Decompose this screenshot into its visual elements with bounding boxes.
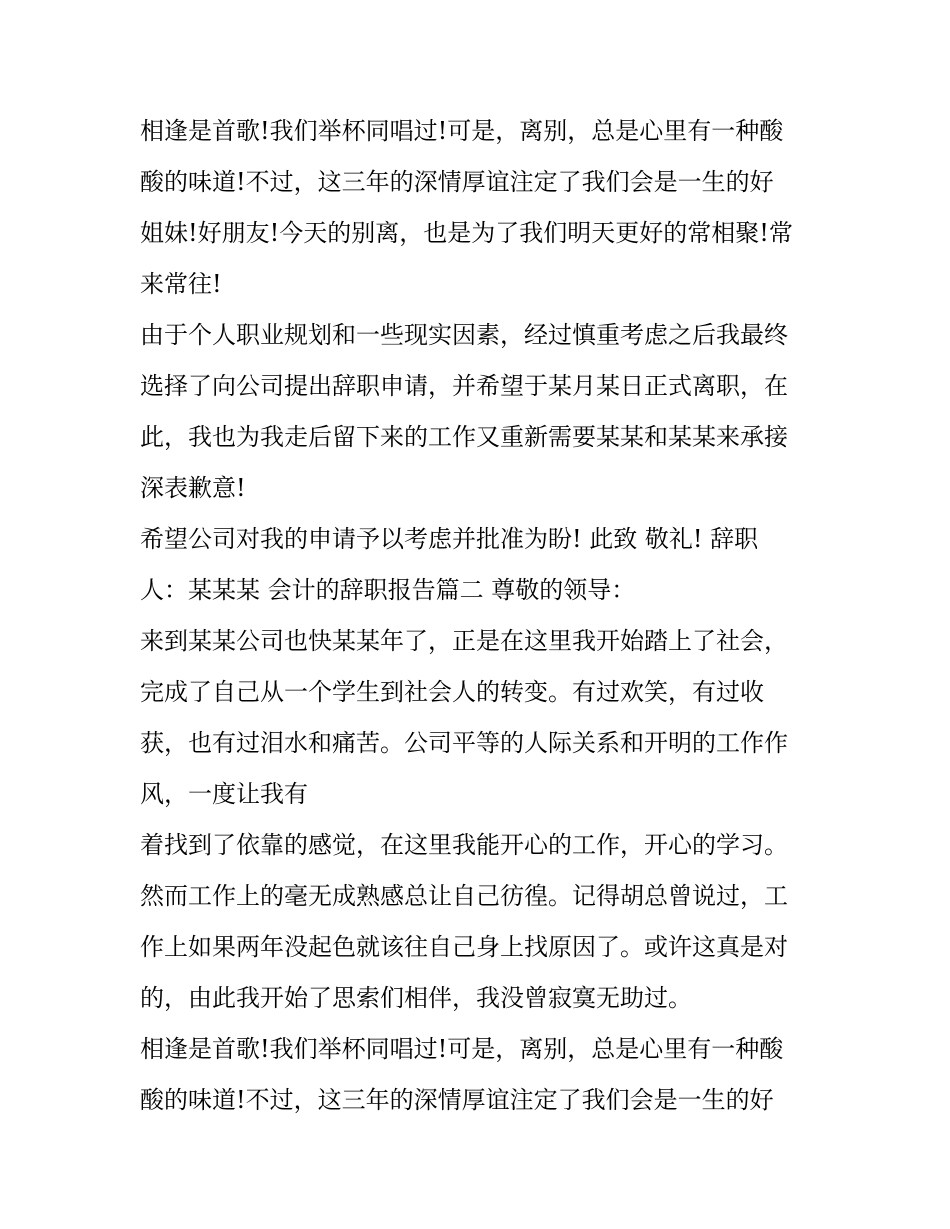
text-line: 来到某某公司也快某某年了，正是在这里我开始踏上了社会， [140,627,788,655]
text-line: 此，我也为我走后留下来的工作又重新需要某某和某某来承接 [140,423,788,451]
text-line: 选择了向公司提出辞职申请，并希望于某月某日正式离职，在 [140,372,788,400]
text-line: 相逢是首歌!我们举杯同唱过!可是，离别，总是心里有一种酸 [140,117,784,145]
text-line: 酸的味道!不过，这三年的深情厚谊注定了我们会是一生的好 [140,1086,774,1114]
text-line: 希望公司对我的申请予以考虑并批准为盼! 此致 敬礼! 辞职 [140,525,759,553]
text-line: 人：某某某 会计的辞职报告篇二 尊敬的领导： [140,576,636,604]
document-body [140,106,820,1126]
text-line: 着找到了依靠的感觉，在这里我能开心的工作，开心的学习。 [140,831,788,859]
text-line: 姐妹!好朋友!今天的别离，也是为了我们明天更好的常相聚!常 [140,219,793,247]
text-line: 完成了自己从一个学生到社会人的转变。有过欢笑，有过收 [140,678,764,706]
text-line: 获，也有过泪水和痛苦。公司平等的人际关系和开明的工作作 [140,729,788,757]
text-line: 的，由此我开始了思索们相伴，我没曾寂寞无助过。 [140,984,692,1012]
text-line: 深表歉意! [140,474,246,502]
text-line: 来常往! [140,270,222,298]
text-line: 由于个人职业规划和一些现实因素，经过慎重考虑之后我最终 [140,321,788,349]
text-line: 酸的味道!不过，这三年的深情厚谊注定了我们会是一生的好 [140,168,774,196]
text-line: 作上如果两年没起色就该往自己身上找原因了。或许这真是对 [140,933,788,961]
text-line: 然而工作上的毫无成熟感总让自己彷徨。记得胡总曾说过，工 [140,882,788,910]
text-line: 风，一度让我有 [140,780,308,808]
text-line: 相逢是首歌!我们举杯同唱过!可是，离别，总是心里有一种酸 [140,1035,784,1063]
